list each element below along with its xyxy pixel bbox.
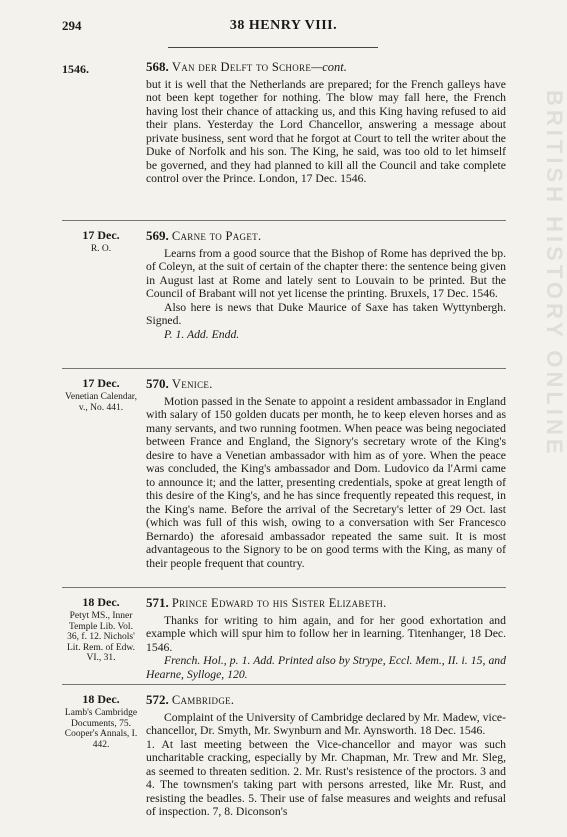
entry-paragraph: Also here is news that Duke Maurice of Saxe has taken Wyttynbergh. Signed.	[146, 300, 506, 327]
entry-body	[146, 693, 506, 819]
entry-title: Cambridge.	[171, 693, 235, 707]
entry-heading	[146, 60, 506, 75]
watermark-text: BRITISH HISTORY ONLINE	[542, 90, 567, 458]
entry-heading	[146, 596, 506, 611]
entry-date: 17 Dec.	[82, 376, 120, 390]
entry-divider	[62, 368, 506, 369]
entry-number: 568.	[146, 59, 169, 74]
entry-number: 570.	[146, 376, 169, 391]
entry-body	[146, 60, 506, 186]
entry-paragraph: Complaint of the University of Cambridge declared by Mr. Madew, vice-chancellor, Dr. Smyth, Mr. Swynburn and Mr. Aynsworth. 18 Dec. 1546.	[146, 710, 506, 737]
entry-date: 17 Dec.	[82, 228, 120, 242]
entry-title: Prince Edward to his Sister Elizabeth.	[171, 596, 387, 610]
entry-number: 571.	[146, 595, 169, 610]
page-number: 294	[62, 18, 82, 33]
entry-divider	[62, 587, 506, 588]
entry-divider	[62, 220, 506, 221]
entry-body	[146, 377, 506, 570]
entry-title: Van der Delft to Schore	[171, 60, 312, 74]
entry-paragraph: Learns from a good source that the Bishop of Rome has deprived the bp. of Coleyn, at the suit of certain of the chapter there: the sentence being given in August last at Rome and lately sent to Louvain to be printed. But the Council of Brabant will not yet license the printing. Bruxels, 17 Dec. 1546.	[146, 246, 506, 300]
running-title: 38 HENRY VIII.	[229, 18, 338, 33]
entry-note: P. 1. Add. Endd.	[164, 327, 240, 341]
entry-margin	[62, 377, 140, 413]
entry-paragraph: 1. At last meeting between the Vice-chancellor and mayor was such uncharitable cracking, especially by Mr. Chapman, Mr. Trew and Mr. Sleg, as seemed to threaten sedition. 2. Mr. Rust's resistence of the proctors. 3 and 4. The townsmen's taking part with persons arrested, like Mr. Rust, and resisting the beadles. 5. Their use of false measures and weights and refusal of inspection. 7, 8. Diconson's	[146, 737, 506, 818]
entry-paragraph: Motion passed in the Senate to appoint a resident ambassador in England with salary of 150 golden ducats per month, he to keep eleven horses and as many servants, and two running footmen. When peace was being negociated between France and England, the Signory's secretary wrote of the King's desire to have a Venetian ambassador with him as of yore. When the peace was concluded, the King's ambassador and Dom. Ludovico da l'Armi came to announce it; and the latter, presenting credentials, spoke at great length of this desire of the King's, and he has since frequently repeated this request, in the King's name. Before the arrival of the Secretary's letter of 29 Oct. last (which was full of this wish, owing to a conversation with Ser Francesco Bernardo) the aforesaid ambassador repeated the same suit. It is most advantageous to the Signory to be on good terms with the King, as many of their people frequent that country.	[146, 394, 506, 570]
entry-date: 18 Dec.	[82, 595, 120, 609]
entry-source: Venetian Calendar, v., No. 441.	[65, 392, 137, 413]
entry-number: 572.	[146, 692, 169, 707]
entry-margin	[62, 693, 140, 750]
entry-source: R. O.	[90, 244, 112, 254]
entry-title-suffix: —cont.	[311, 60, 347, 74]
page-header	[0, 18, 567, 38]
entry-margin	[62, 596, 140, 664]
entry-title: Carne to Paget.	[171, 229, 262, 243]
entry-heading	[146, 229, 506, 244]
entry-body	[146, 596, 506, 681]
entry-note: French. Hol., p. 1. Add. Printed also by Strype, Eccl. Mem., II. i. 15, and Hearne, Sylloge, 120.	[146, 654, 506, 681]
entry-divider	[62, 684, 506, 685]
entry-body	[146, 229, 506, 341]
watermark	[507, 80, 567, 640]
entry-paragraph: Thanks for writing to him again, and for her good exhortation and example which will spur him to follow her in learning. Titenhanger, 18 Dec. 1546.	[146, 613, 506, 654]
entry-source: Petyt MS., Inner Temple Lib. Vol. 36, f. 12. Nichols' Lit. Rem. of Edw. VI., 31.	[67, 611, 135, 663]
entry-title: Venice.	[171, 377, 213, 391]
entry-heading	[146, 377, 506, 392]
entry-source: Lamb's Cambridge Documents, 75. Cooper's Annals, I. 442.	[64, 708, 138, 750]
entry-number: 569.	[146, 228, 169, 243]
year-label: 1546.	[62, 62, 89, 76]
entry-paragraph: but it is well that the Netherlands are prepared; for the French galleys have not been kept together for nothing. The blow may fall here, the French having lost their chance of attacking us, and this King having refused to aid their plans. Yesterday the Lord Chancellor, answering a message about private business, sent word that he forgot at Court to tell the writer about the Duke of Norfolk and his son. The King, he said, was too old to let himself be governed, and they had planned to kill all the Council and take complete control over the Prince. London, 17 Dec. 1546.	[146, 77, 506, 185]
entry-heading	[146, 693, 506, 708]
entry-margin	[62, 229, 140, 255]
header-rule	[168, 47, 378, 48]
entry-date: 18 Dec.	[82, 692, 120, 706]
